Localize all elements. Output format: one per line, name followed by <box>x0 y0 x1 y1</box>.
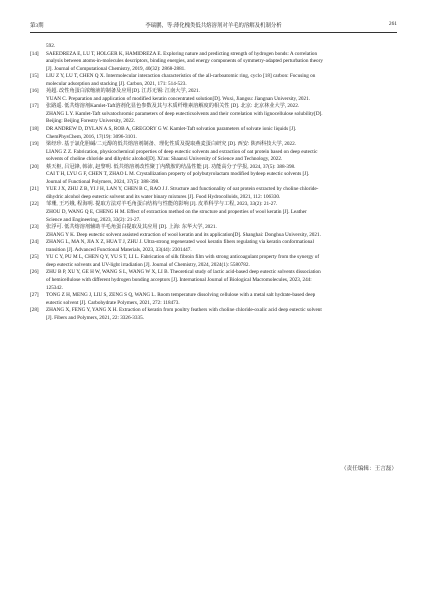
reference-text <box>46 141 397 164</box>
reference-entry <box>30 88 397 103</box>
reference-text <box>46 51 397 74</box>
reference-text <box>46 103 397 126</box>
reference-line: ZHANG X, FENG Y, YANG X H. Extraction of keratin from poultry feathers with choline chloride-oxalic acid deep eutectic solvent <box>46 307 322 314</box>
reference-line: transition [J]. Advanced Functional Materials, 2023, 33(44): 2301447. <box>46 246 192 253</box>
reference-entry <box>30 43 397 51</box>
reference-number: [25] <box>30 254 39 261</box>
reference-entry <box>30 307 397 322</box>
reference-line: analysis between atoms-in-molecules descriptors, binding energies, and energy components of symmetry-adapted perturbation theory <box>46 58 323 65</box>
reference-line: SAEEDREZA E, LU T, HOLGER K, HAMIDREZA E. Exploring nature and predicting strength of hydrogen bonds: A correlation <box>46 50 318 57</box>
reference-line: Journal of Functional Polymers, 2024, 37(5): 388-398. <box>46 178 160 185</box>
page-number: 261 <box>388 21 397 27</box>
reference-line: Science and Engineering, 2023, 33(2): 21-27. <box>46 216 141 223</box>
reference-line: [J]. Journal of Computational Chemistry, 2019, 40(32): 2868-2881. <box>46 65 186 72</box>
reference-number: [14] <box>30 50 39 57</box>
reference-number: [27] <box>30 292 39 299</box>
running-header <box>30 18 397 33</box>
reference-entry <box>30 141 397 164</box>
reference-text <box>46 239 397 254</box>
reference-entry <box>30 201 397 224</box>
reference-list <box>30 43 397 322</box>
reference-entry <box>30 186 397 201</box>
reference-entry <box>30 103 397 126</box>
reference-line: LIANG Z Z. Fabrication, physicochemical properties of deep eutectic solvents and extraction of oat protein based on deep eutectic <box>46 148 318 155</box>
reference-line: ZHANG L, MA N, JIA X Z, HUA T J, ZHU J. Ultra-strong regenerated wool keratin fibers regulating via keratin conformational <box>46 239 314 246</box>
reference-line: ZHANG L Y. Kamlet-Taft solvatochromic parameters of deep eutecticsolvents and their correlation with lignocellulose solubility[D]. <box>46 110 323 117</box>
reference-line: deep eutectic solvents and UV-light irradiation [J]. Journal of Chemistry, 2024, 2024(1): 5580782. <box>46 261 250 268</box>
reference-entry <box>30 292 397 307</box>
reference-line: LIU Z Y, LU T, CHEN Q X. Intermolecular interaction characteristics of the all-carboatomic ring, cyclo [18] carbon: Focusing on <box>46 73 316 80</box>
reference-number: [18] <box>30 126 39 133</box>
reference-text <box>46 254 397 269</box>
reference-line: TONG Z H, MENG J, LIU S, ZENG S Q, WANG L. Room temperature dissolving cellulose with a metal salt hydrate-based deep <box>46 292 316 299</box>
reference-number: [28] <box>30 307 39 314</box>
reference-number: [26] <box>30 269 39 276</box>
responsible-editor: （责任编辑：王言磊） <box>341 466 397 472</box>
reference-entry <box>30 254 397 269</box>
reference-number: [23] <box>30 224 39 231</box>
reference-line: YUAN C. Preparation and application of modified keratin concentrated solution[D]. Wuxi, Jiangsu: Jiangnan University, 2021. <box>46 95 311 102</box>
reference-number: [24] <box>30 239 39 246</box>
issue-number: 第3期 <box>30 23 44 29</box>
reference-line: molecular adsorption and stacking [J]. Carbon, 2021, 171: 514-523. <box>46 80 187 87</box>
reference-text <box>46 164 397 187</box>
reference-line: Beijing: Beijing Forestry University, 2022. <box>46 118 135 125</box>
reference-line: 梁经珍. 基于氯化胆碱/二元醇的低共熔溶剂制备、理化性质及提取燕麦蛋白研究 [D]. 西安: 陕西科技大学, 2022. <box>46 141 297 148</box>
reference-number: [16] <box>30 88 39 95</box>
reference-number: [21] <box>30 186 39 193</box>
reference-text <box>46 307 397 322</box>
reference-entry <box>30 51 397 74</box>
reference-entry <box>30 164 397 187</box>
reference-line: solvents of choline chloride and dihydric alcohol[D]. Xi'an: Shaanxi University of Science and Technology, 2022. <box>46 156 283 163</box>
reference-number: [15] <box>30 73 39 80</box>
reference-line: ZHOU D, WANG Q E, CHENG H M. Effect of extraction method on the structure and properties of wool keratin [J]. Leather <box>46 209 307 216</box>
reference-number: [22] <box>30 201 39 208</box>
reference-line: eutectic solvent [J]. Carbohydrate Polymers, 2021, 272: 118473. <box>46 299 180 306</box>
reference-text <box>46 201 397 224</box>
reference-number: [17] <box>30 103 39 110</box>
reference-line: 苑超. 改性角蛋白浓缩液的制备及应用[D]. 江苏无锡: 江南大学, 2021. <box>46 88 200 95</box>
reference-entry <box>30 239 397 254</box>
reference-text <box>46 73 397 88</box>
reference-line: [J]. Fibers and Polymers, 2021, 22: 3326-3335. <box>46 314 144 321</box>
reference-entry <box>30 224 397 239</box>
reference-line: of hemicellulose with different hydrogen bonding acceptors [J]. International Journal of Biological Macromolecules, 2023, 244: <box>46 276 312 283</box>
reference-text <box>46 88 397 103</box>
reference-number: [19] <box>30 141 39 148</box>
reference-entry <box>30 73 397 88</box>
reference-line: 125342. <box>46 284 63 291</box>
running-title: 李瑞鹏，等:薄化槐类低共熔溶剂对羊毛的溶解及机制分析 <box>145 23 282 29</box>
reference-line: ZHANG Y K. Deep eutectic solvent assisted extraction of wool keratin and its application[D]. Shanghai: Donghua University, 2021. <box>46 231 321 238</box>
reference-line: 张路遥. 低共熔溶剂Kamlet-Taft溶剂化显色参数及其与木质纤维素溶解度的相关性 [D]. 北京: 北京林业大学, 2022. <box>46 103 300 110</box>
reference-line: DR ANDREW D, DYLAN A S, ROB A, GREGORY G W. Kamlet-Taft solvation parameters of solvate ionic liquids [J]. <box>46 126 297 133</box>
reference-text <box>46 126 397 141</box>
reference-number: [20] <box>30 163 39 170</box>
reference-line: 蔡天枢, 吕冠锋, 韩沛, 赵黎明. 低共熔溶剂改性聚丁内酰胺的结晶性能 [J]. 功能高分子学报, 2024, 37(5): 388-398. <box>46 163 296 170</box>
reference-text <box>46 269 397 292</box>
reference-number <box>30 43 46 51</box>
reference-line: ChemPhysChem, 2016, 17(19): 3096-3101. <box>46 133 137 140</box>
reference-text <box>46 224 397 239</box>
reference-entry <box>30 126 397 141</box>
reference-text <box>46 43 397 51</box>
reference-line: 邹珊, 王巧娥, 程海明. 提取方法对羊毛角蛋白结构与性能的影响 [J]. 皮革科学与工程, 2023, 33(2): 21-27. <box>46 201 278 208</box>
reference-line: 张浮可. 低共熔溶剂辅助羊毛角蛋白提取及其应用 [D]. 上海: 东华大学, 2021. <box>46 224 217 231</box>
reference-line: dihydric alcohol deep eutectic solvent and its water binary mixtures [J]. Food Hydrocolloids, 2021, 112: 106330. <box>46 193 281 200</box>
reference-text <box>46 186 397 201</box>
reference-line: ZHU B P, XU Y, GE H W, WANG S L, WANG W X, LI B. Theoretical study of lactic acid-based deep eutectic solvents dissociation <box>46 269 321 276</box>
reference-text <box>46 292 397 307</box>
reference-entry <box>30 269 397 292</box>
reference-line: YUE J X, ZHU Z B, YI J H, LAN Y, CHEN B C, RAO J J. Structure and functionality of oat protein extracted by choline chloride- <box>46 186 319 193</box>
reference-line: CAI T H, LYU G F, CHEN T, ZHAO L M. Crystallization property of polybutyrolactam modified bydeep eutectic solvents [J]. <box>46 171 310 178</box>
reference-line: YU C Y, PU M L, CHEN Q Y, YU S T, LI L. Fabrication of silk fibroin film with strong anticoagulant property from the synergy of <box>46 254 320 261</box>
reference-line: 592. <box>46 43 56 49</box>
